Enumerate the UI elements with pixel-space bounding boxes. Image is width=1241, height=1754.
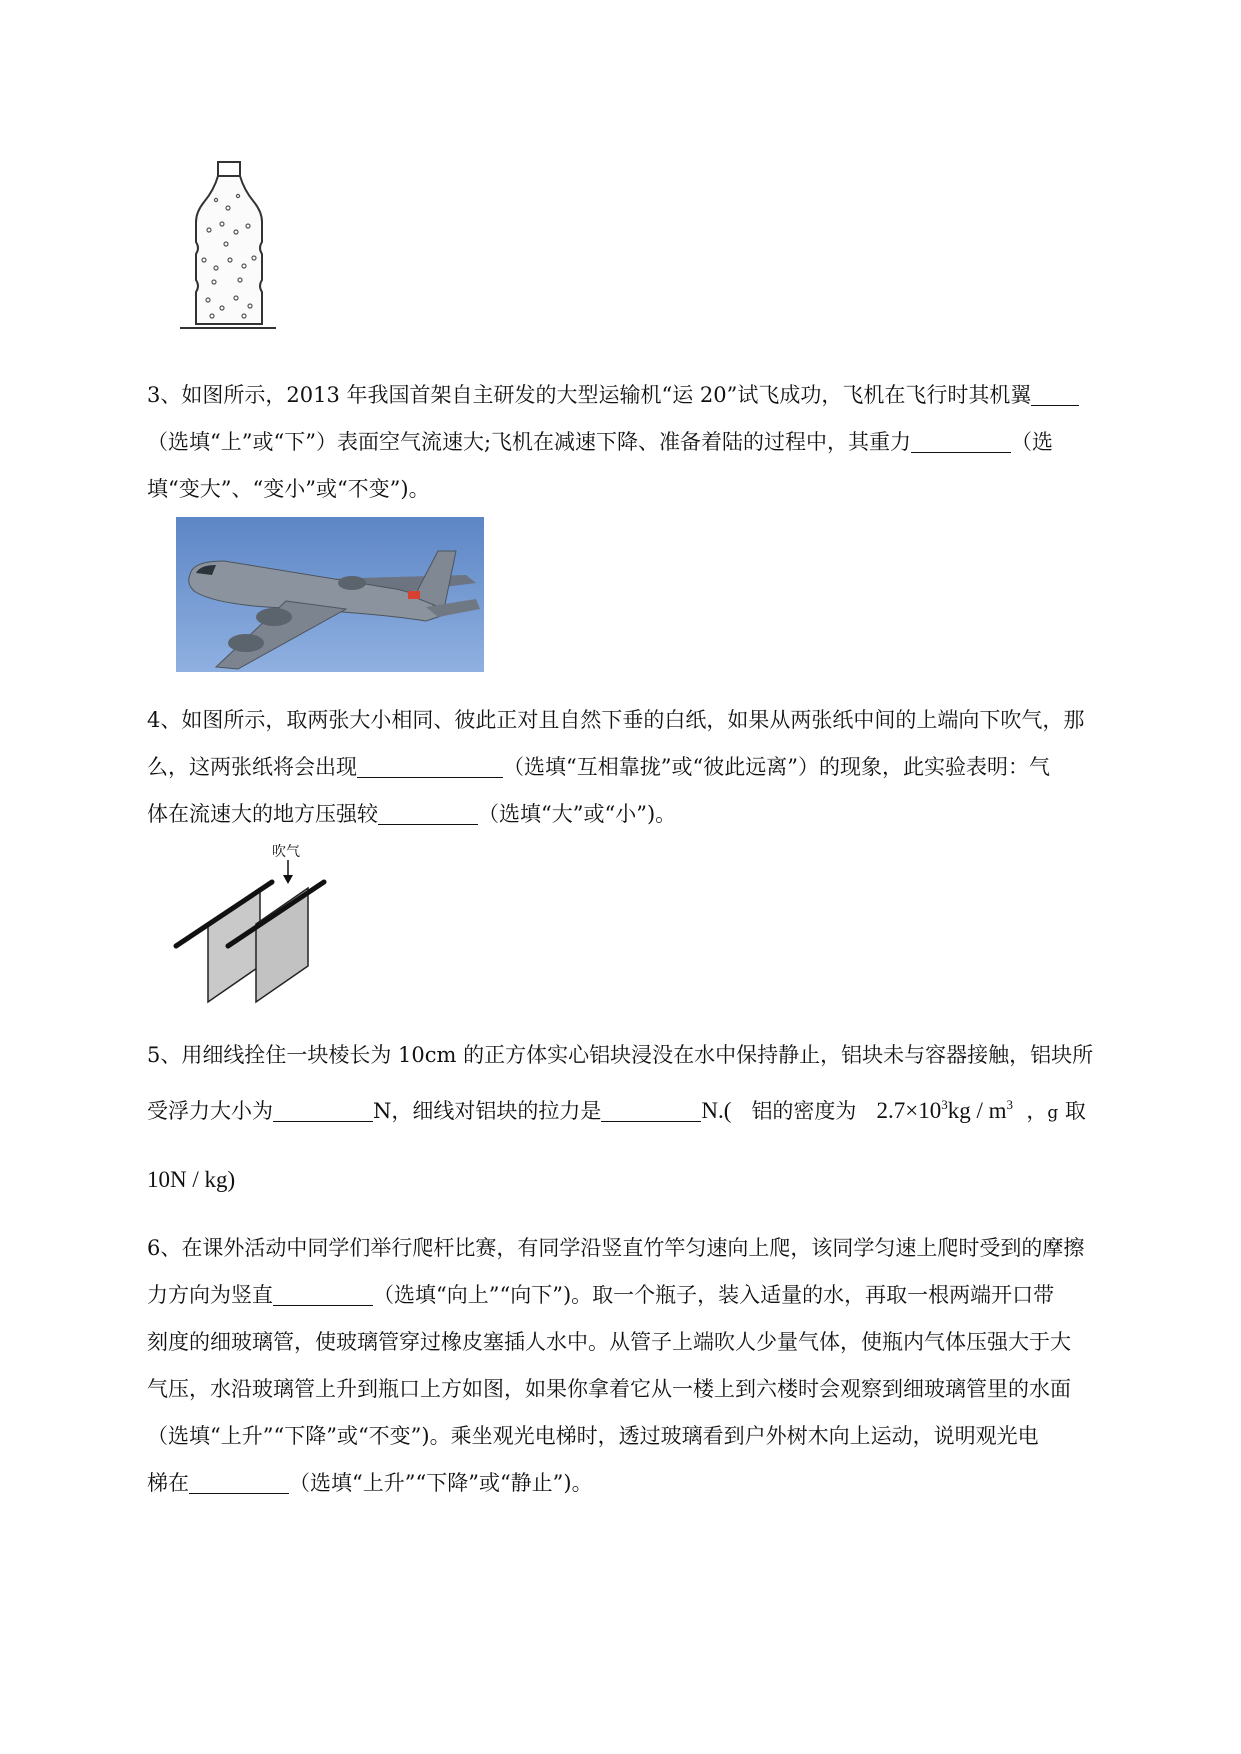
question-5-line-3	[147, 1145, 1157, 1215]
q4-text-1: 4、如图所示，取两张大小相同、彼此正对且自然下垂的白纸，如果从两张纸中间的上端向下吹气，那	[147, 708, 1085, 732]
q6-text-4: 气压，水沿玻璃管上升到瓶口上方如图，如果你拿着它从一楼上到六楼时会观察到细玻璃管里的水面	[147, 1377, 1071, 1401]
question-3-line-1	[147, 372, 1157, 419]
airplane-figure	[176, 517, 484, 672]
question-5	[147, 1032, 1157, 1215]
q4-text-2b: （选填“互相靠拢”或“彼此远离”）的现象，此实验表明：气	[503, 755, 1050, 779]
question-6-line-1	[147, 1225, 1157, 1272]
q4-text-2a: 么，这两张纸将会出现	[147, 755, 357, 779]
question-4-line-3	[147, 791, 1157, 838]
q3-blank-2[interactable]	[911, 428, 1011, 453]
question-6-line-3	[147, 1319, 1157, 1366]
q5-text-2c: N.(	[701, 1098, 732, 1123]
question-5-line-2	[147, 1079, 1157, 1145]
q5-text-2h: g	[1047, 1103, 1059, 1123]
q6-text-5: （选填“上升”“下降”或“不变”)。乘坐观光电梯时，透过玻璃看到户外树木向上运动，说明观光电	[147, 1424, 1039, 1448]
question-3	[147, 372, 1157, 513]
q6-text-6a: 梯在	[147, 1471, 189, 1495]
q3-blank-1[interactable]	[1031, 381, 1079, 406]
transport-aircraft-icon	[176, 517, 484, 672]
question-6-line-6	[147, 1460, 1157, 1507]
q5-blank-1[interactable]	[273, 1097, 373, 1122]
q3-text-3: 填“变大”、“变小”或“不变”)。	[147, 477, 430, 501]
question-6-line-5	[147, 1413, 1157, 1460]
question-6-line-2	[147, 1272, 1157, 1319]
paper-blowing-diagram	[172, 842, 352, 1008]
q5-text-2i: 取	[1064, 1099, 1086, 1123]
q5-text-2b: N，细线对铝块的拉力是	[373, 1099, 602, 1123]
q5-blank-2[interactable]	[601, 1097, 701, 1122]
q6-text-2a: 力方向为竖直	[147, 1283, 273, 1307]
question-4-line-2	[147, 744, 1157, 791]
question-6-line-4	[147, 1366, 1157, 1413]
blow-label: 吹气	[272, 844, 300, 860]
water-bottle-icon	[176, 160, 282, 336]
q6-text-1: 6、在课外活动中同学们举行爬杆比赛，有同学沿竖直竹竿匀速向上爬，该同学匀速上爬时受到的摩擦	[147, 1236, 1085, 1260]
q6-blank-1[interactable]	[273, 1281, 373, 1306]
question-5-line-1	[147, 1032, 1157, 1079]
bottle-figure	[176, 160, 282, 336]
q6-blank-2[interactable]	[189, 1469, 289, 1494]
q6-text-2b: （选填“向上”“向下”)。取一个瓶子，装入适量的水，再取一根两端开口带	[373, 1283, 1055, 1307]
q3-text-1a: 3、如图所示，2013 年我国首架自主研发的大型运输机“运 20”试飞成功，飞机在飞行时其机翼	[147, 383, 1032, 407]
question-4	[147, 697, 1157, 838]
q5-text-2a: 受浮力大小为	[147, 1099, 273, 1123]
question-4-line-1	[147, 697, 1157, 744]
q3-text-2b: 飞机在减速下降、准备着陆的过程中，其重力	[491, 430, 912, 454]
q5-text-2d: 铝的密度为	[751, 1099, 857, 1123]
q4-blank-2[interactable]	[378, 800, 478, 825]
paper-figure	[172, 842, 352, 1008]
q6-text-6b: （选填“上升”“下降”或“静止”)。	[289, 1471, 593, 1495]
q4-text-3b: （选填“大”或“小”)。	[478, 802, 677, 826]
density-formula: $2.7\times 10^3kg / m^3$	[876, 1097, 1013, 1123]
q3-text-2c: （选	[1011, 430, 1054, 454]
question-3-line-2	[147, 419, 1157, 466]
q6-text-3: 刻度的细玻璃管，使玻璃管穿过橡皮塞插人水中。从管子上端吹人少量气体，使瓶内气体压强大于大	[147, 1330, 1071, 1354]
question-6	[147, 1225, 1157, 1507]
q5-text-1: 5、用细线拴住一块棱长为 10cm 的正方体实心铝块浸没在水中保持静止，铝块未与容器接触，铝块所	[147, 1043, 1094, 1067]
question-3-line-3	[147, 466, 1157, 513]
q3-text-2a: （选填“上”或“下”）表面空气流速大;	[147, 430, 492, 454]
q4-blank-1[interactable]	[357, 753, 503, 778]
q5-text-2g: ，	[1026, 1099, 1048, 1123]
q4-text-3a: 体在流速大的地方压强较	[147, 802, 378, 826]
q5-text-3: 10N / kg)	[147, 1167, 236, 1192]
